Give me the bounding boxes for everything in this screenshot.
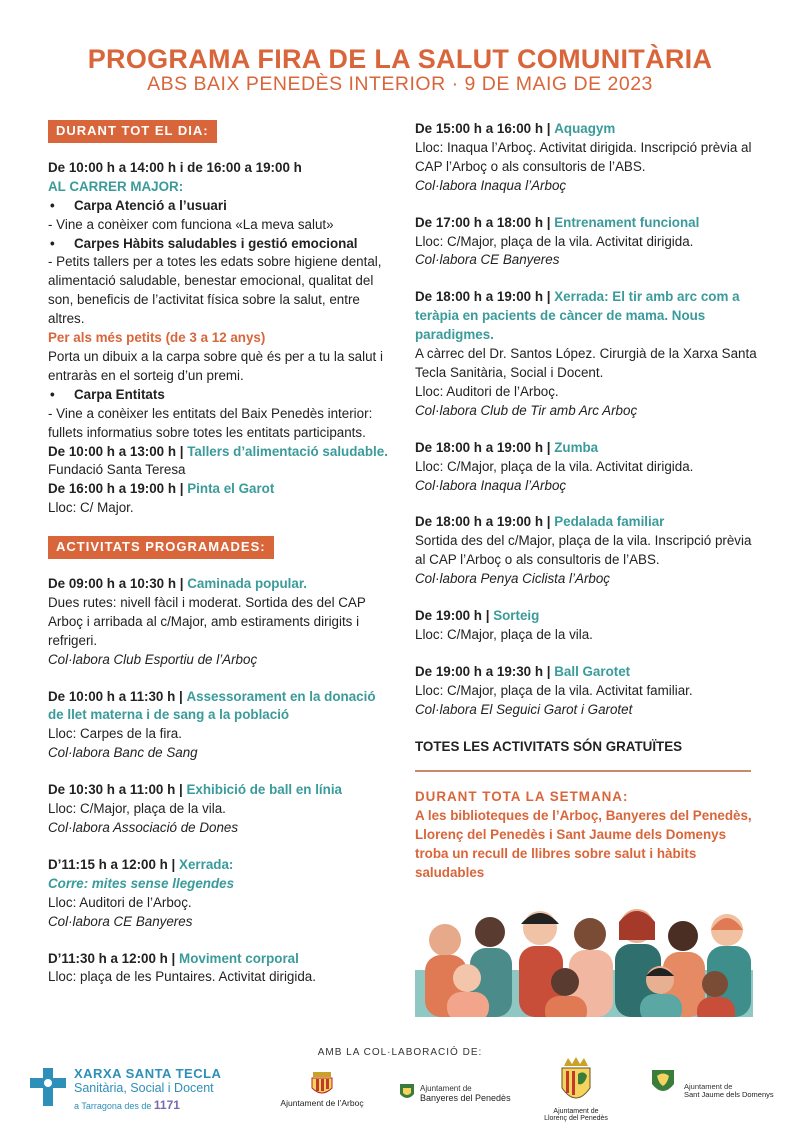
petits-desc: Porta un dibuix a la carpa sobre què és per a tu la salut i entraràs en el sorteig d’un premi. [48, 348, 383, 383]
activity-name: Ball Garotet [554, 663, 631, 679]
carpa-atencio: • Carpa Atenció a l’usuari [48, 197, 388, 216]
activity-item [48, 575, 388, 670]
activity-name: Xerrada: El tir amb arc com a teràpia en pacients de càncer de mama. Nous paradigmes. [415, 289, 740, 343]
arboc-label: Ajuntament de l’Arboç [280, 1098, 364, 1108]
activity-item [415, 288, 760, 420]
carpa-entitats: • Carpa Entitats [48, 386, 388, 405]
activity-desc: Dues rutes: nivell fàcil i moderat. Sortida des del CAP Arboç i arribada al c/Major, amb estiraments dirigits i refrigeri. [48, 594, 366, 648]
llorenc-shield-icon [556, 1056, 596, 1108]
activity-desc: A càrrec del Dr. Santos López. Cirurgià de la Xarxa Santa Tecla Sanitària, Social i Docent. [415, 346, 757, 380]
activity-item [415, 439, 760, 496]
activity-name: Entrenament funcional [554, 214, 700, 230]
activitats-header: ACTIVITATS PROGRAMADES: [48, 536, 274, 559]
activity-time: De 15:00 h a 16:00 h | [415, 121, 551, 136]
llorenc-label-a: Ajuntament de [553, 1108, 599, 1115]
right-column [415, 120, 760, 883]
activity-name: Caminada popular. [187, 576, 308, 592]
activity-name: Aquagym [554, 121, 616, 136]
activity-collab: Col·labora El Seguici Garot i Garotet [415, 701, 633, 717]
activity-time: De 18:00 h a 19:00 h | [415, 289, 551, 305]
llorenc-label-b: Llorenç del Penedès [544, 1115, 608, 1122]
tallers-rest: Fundació Santa Teresa [48, 462, 186, 478]
gratuites-note: TOTES LES ACTIVITATS SÓN GRATUÏTES [415, 738, 683, 754]
activity-collab: Col·labora CE Banyeres [48, 913, 193, 929]
tallers-item [48, 443, 388, 481]
activity-name: Zumba [554, 439, 599, 455]
activity-item [415, 663, 760, 720]
activity-lloc: Lloc: Auditori de l’Arboç. [415, 383, 559, 399]
activity-time: De 10:30 h a 11:00 h | [48, 782, 183, 798]
xarxa-since-text: a Tarragona des de [74, 1101, 152, 1111]
crowd-illustration [415, 900, 753, 1017]
activity-desc: Sortida des del c/Major, plaça de la vila. Inscripció prèvia al CAP l’Arboç o als consultoris de l’ABS. [415, 533, 752, 568]
activity-collab: Col·labora Club de Tir amb Arc Arboç [415, 402, 638, 418]
pinta-item [48, 480, 388, 499]
activity-name: Assessorament en la donació de llet materna i de sang a la població [48, 688, 376, 723]
activity-collab: Col·labora Inaqua l’Arboç [415, 477, 567, 493]
activity-item [48, 856, 388, 932]
carpa-entitats-desc: - Vine a conèixer les entitats del Baix Penedès interior: fullets informatius sobre totes les entitats participants. [48, 405, 373, 440]
activity-item [48, 950, 388, 988]
durant-time: De 10:00 h a 14:00 h i de 16:00 a 19:00 h [48, 159, 302, 175]
activity-collab: Col·labora Penya Ciclista l’Arboç [415, 571, 610, 587]
activity-item [48, 688, 388, 764]
activity-desc: Lloc: plaça de les Puntaires. Activitat dirigida. [48, 969, 316, 985]
carpa-atencio-desc: - Vine a conèixer com funciona «La meva salut» [48, 216, 334, 232]
tallers-time: De 10:00 h a 13:00 h | [48, 443, 184, 459]
page-subtitle: ABS BAIX PENEDÈS INTERIOR · 9 DE MAIG DE 2023 [147, 73, 653, 95]
activity-desc: Lloc: C/Major, plaça de la vila. [415, 626, 593, 642]
left-column [48, 120, 388, 987]
activity-desc: Lloc: C/Major, plaça de la vila. [48, 801, 226, 817]
durant-place: AL CARRER MAJOR: [48, 178, 184, 194]
activity-item [415, 214, 760, 271]
activity-time: De 17:00 h a 18:00 h | [415, 214, 551, 230]
banyeres-label-b: Banyeres del Penedès [420, 1093, 511, 1103]
activity-time: De 18:00 h a 19:00 h | [415, 439, 551, 455]
arboc-shield-icon [307, 1070, 337, 1098]
activity-name: Xerrada: [179, 856, 234, 872]
pinta-time: De 16:00 h a 19:00 h | [48, 481, 184, 497]
setmana-text: A les biblioteques de l’Arboç, Banyeres del Penedès, Llorenç del Penedès i Sant Jaume dels Domenys troba un recull de llibres sobre salut i hàbits saludables [415, 808, 752, 881]
divider [415, 770, 751, 772]
activity-desc: Lloc: C/Major, plaça de la vila. Activitat dirigida. [415, 233, 694, 249]
pinta-lloc: Lloc: C/ Major. [48, 500, 134, 516]
llorenc-logo [534, 1056, 618, 1122]
activity-collab: Col·labora Club Esportiu de l’Arboç [48, 651, 258, 667]
petits-title: Per als més petits (de 3 a 12 anys) [48, 330, 266, 346]
xarxa-cross-icon [26, 1064, 70, 1110]
durant-header: DURANT TOT EL DIA: [48, 120, 217, 143]
page-title: PROGRAMA FIRA DE LA SALUT COMUNITÀRIA [87, 44, 713, 74]
activity-desc: Lloc: Auditori de l’Arboç. [48, 894, 192, 910]
activity-name: Sorteig [493, 608, 540, 624]
tallers-name: Tallers d’alimentació saludable. [187, 443, 388, 459]
activity-time: D’11:30 h a 12:00 h | [48, 950, 176, 966]
activity-collab: Col·labora Associació de Dones [48, 820, 239, 835]
activity-time: De 19:00 h a 19:30 h | [415, 663, 551, 679]
activity-name: Pedalada familiar [554, 514, 665, 530]
collab-label: AMB LA COL·LABORACIÓ DE: [317, 1047, 483, 1058]
activity-subtitle: Corre: mites sense llegendes [48, 875, 235, 891]
sant-jaume-label-a: Ajuntament de [684, 1082, 733, 1091]
activity-item [415, 607, 760, 645]
pinta-name: Pinta el Garot [187, 481, 275, 497]
xarxa-subtitle: Sanitària, Social i Docent [74, 1081, 214, 1095]
activity-item [48, 781, 388, 838]
activity-item [415, 513, 760, 589]
sant-jaume-label-b: Sant Jaume dels Domenys [684, 1090, 774, 1099]
activity-time: De 09:00 h a 10:30 h | [48, 576, 184, 592]
activity-time: De 10:00 h a 11:30 h | [48, 688, 183, 704]
setmana-header: DURANT TOTA LA SETMANA: [415, 789, 629, 805]
activity-collab: Col·labora CE Banyeres [415, 252, 560, 268]
xarxa-since [74, 1098, 180, 1112]
activity-name: Exhibició de ball en línia [186, 782, 343, 798]
activity-name: Moviment corporal [179, 950, 299, 966]
activity-time: De 18:00 h a 19:00 h | [415, 514, 551, 530]
arboc-logo [272, 1070, 372, 1108]
xarxa-santa-tecla-logo [26, 1064, 236, 1114]
carpa-habits: • Carpes Hàbits saludables i gestió emocional [48, 235, 388, 254]
sant-jaume-shield-icon [648, 1068, 678, 1098]
activity-desc: Lloc: C/Major, plaça de la vila. Activitat familiar. [415, 682, 693, 698]
xarxa-title: XARXA SANTA TECLA [74, 1066, 222, 1081]
activity-collab: Col·labora Banc de Sang [48, 745, 198, 761]
activity-desc: Lloc: Carpes de la fira. [48, 726, 182, 742]
activity-desc: Lloc: C/Major, plaça de la vila. Activitat dirigida. [415, 458, 694, 474]
xarxa-year: 1171 [153, 1098, 180, 1112]
banyeres-shield-icon [398, 1082, 416, 1102]
activity-desc: Lloc: Inaqua l’Arboç. Activitat dirigida. Inscripció prèvia al CAP l’Arboç o als consultoris de l’ABS. [415, 139, 752, 174]
activity-collab: Col·labora Inaqua l’Arboç [415, 177, 567, 193]
activity-item [415, 120, 760, 196]
banyeres-label-a: Ajuntament de [420, 1084, 472, 1093]
activity-time: D’11:15 h a 12:00 h | [48, 856, 176, 872]
activity-time: De 19:00 h | [415, 608, 490, 624]
carpa-habits-desc: - Petits tallers per a totes les edats sobre higiene dental, alimentació saludable, benestar emocional, qualitat del son, beneficis de l’activitat física sobre la salut, entre altres. [48, 254, 382, 327]
